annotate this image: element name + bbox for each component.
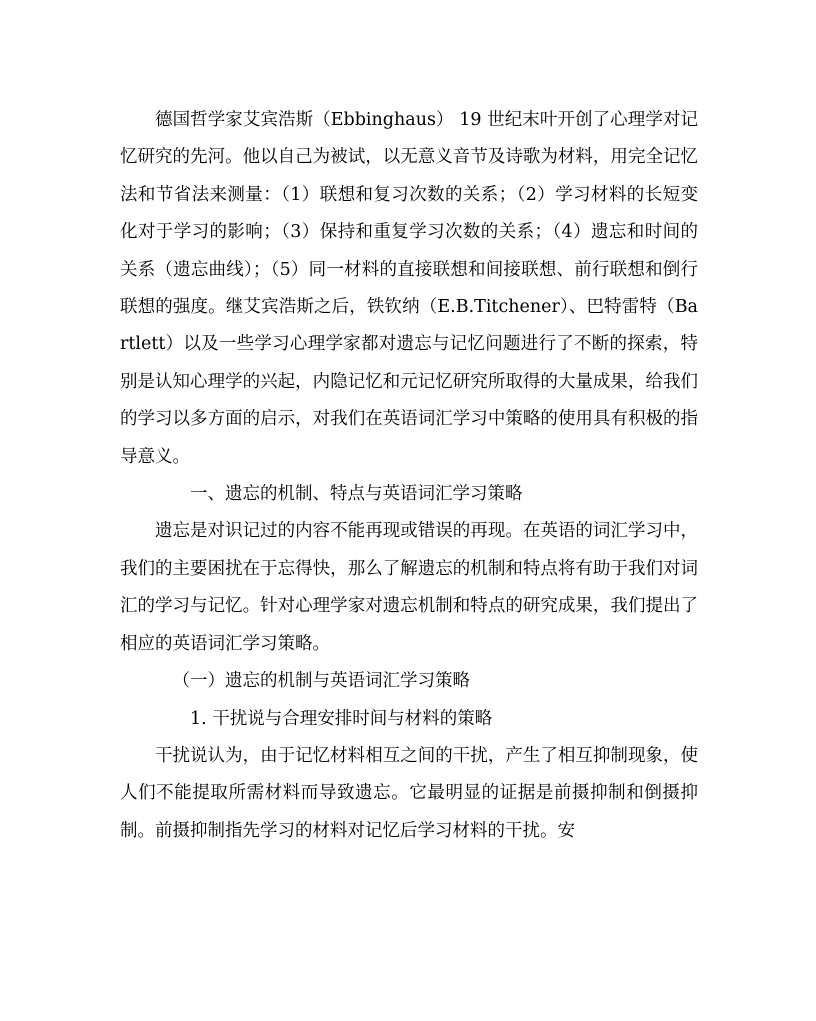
section-heading-forgetting-mechanism: 一、遗忘的机制、特点与英语词汇学习策略 <box>190 484 523 505</box>
intro-paragraph: 德国哲学家艾宾浩斯（Ebbinghaus） 19 世纪末叶开创了心理学对记忆研究的先河。他以自己为被试，以无意义音节及诗歌为材料，用完全记忆法和节省法来测量：（1）联想和复习次数的关系；（2）学习材料的长短变化对于学习的影响；（3）保持和重复学习次数的关系；（4）遗忘和时间的关系（遗忘曲线）；（5）同一材料的直接联想和间接联想、前行联想和倒行联想的强度。继艾宾浩斯之后，铁钦纳（E.B.Titchener）、巴特雷特（Bartlett）以及一些学习心理学家都对遗忘与记忆问题进行了不断的探索，特别是认知心理学的兴起，内隐记忆和元记忆研究所取得的大量成果，给我们的学习以多方面的启示，对我们在英语词汇学习中策略的使用具有积极的指导意义。 <box>120 110 698 467</box>
subsection-heading-mechanism: （一）遗忘的机制与英语词汇学习策略 <box>172 671 470 692</box>
document-body <box>120 102 698 850</box>
interference-theory-paragraph: 干扰说认为，由于记忆材料相互之间的干扰，产生了相互抑制现象，使人们不能提取所需材料而导致遗忘。它最明显的证据是前摄抑制和倒摄抑制。前摄抑制指先学习的材料对记忆后学习材料的干扰。安 <box>120 745 698 841</box>
item-heading-interference-theory: 1. 干扰说与合理安排时间与材料的策略 <box>190 708 493 729</box>
forgetting-definition-paragraph: 遗忘是对识记过的内容不能再现或错误的再现。在英语的词汇学习中，我们的主要困扰在于忘得快，那么了解遗忘的机制和特点将有助于我们对词汇的学习与记忆。针对心理学家对遗忘机制和特点的研究成果，我们提出了相应的英语词汇学习策略。 <box>120 521 698 654</box>
